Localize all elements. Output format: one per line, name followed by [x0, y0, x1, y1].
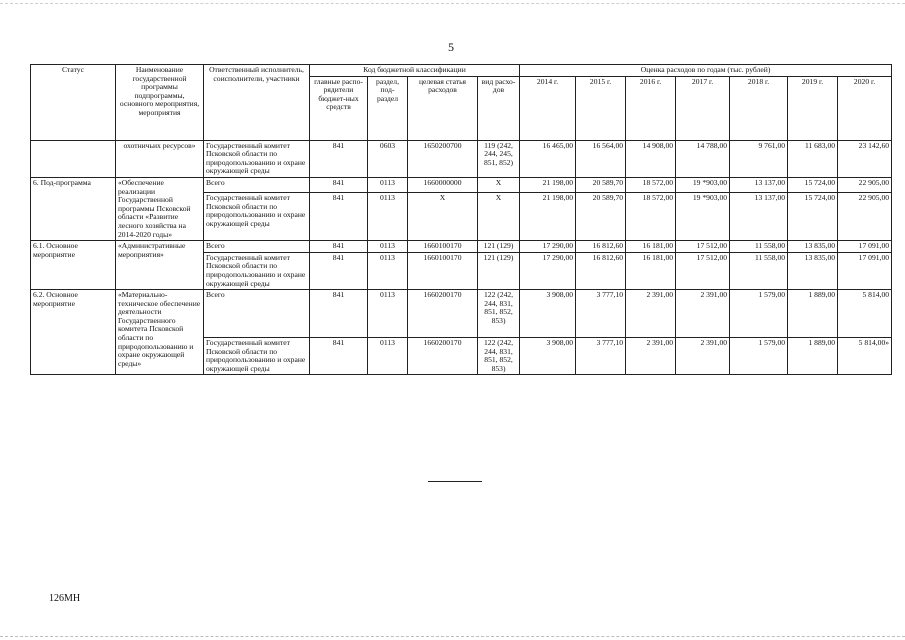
header-row-top [31, 65, 892, 77]
cell-grbs: 841 [310, 290, 368, 338]
cell-rzpr: 0113 [368, 290, 408, 338]
budget-table [30, 64, 892, 375]
cell-csr: 1660100170 [408, 241, 478, 253]
cell-vr: 122 (242, 244, 831, 851, 852, 853) [478, 338, 520, 375]
header-year-2018: 2018 г. [730, 76, 788, 140]
cell-value-2020: 17 091,00 [838, 241, 892, 253]
cell-name: «Материально-техническое обеспечение деятельности Государственного комитета Псковской области по природопользованию и охране окружающей среды» [116, 290, 204, 375]
cell-value-2019: 1 889,00 [788, 290, 838, 338]
cell-value-2019: 13 835,00 [788, 241, 838, 253]
cell-value-2014: 3 908,00 [520, 290, 576, 338]
cell-responsible: Всего [204, 290, 310, 338]
cell-value-2017: 19 *903,00 [676, 192, 730, 240]
header-responsible: Ответственный исполнитель, соисполнители, участники [204, 65, 310, 141]
cell-grbs: 841 [310, 252, 368, 289]
cell-value-2019: 11 683,00 [788, 140, 838, 177]
cell-value-2018: 11 558,00 [730, 241, 788, 253]
header-year-2016: 2016 г. [626, 76, 676, 140]
cell-value-2015: 16 564,00 [576, 140, 626, 177]
cell-value-2014: 21 198,00 [520, 177, 576, 192]
cell-value-2020: 5 814,00» [838, 338, 892, 375]
cell-csr: 1660000000 [408, 177, 478, 192]
header-year-2020: 2020 г. [838, 76, 892, 140]
cell-value-2014: 17 290,00 [520, 241, 576, 253]
cell-name: охотничьих ресурсов» [116, 140, 204, 177]
cell-value-2016: 16 181,00 [626, 241, 676, 253]
cell-value-2016: 2 391,00 [626, 290, 676, 338]
cell-responsible: Государственный комитет Псковской области по природопользованию и охране окружающей среды [204, 192, 310, 240]
header-year-2017: 2017 г. [676, 76, 730, 140]
cell-responsible: Государственный комитет Псковской области по природопользованию и охране окружающей среды [204, 338, 310, 375]
cell-vr: Х [478, 192, 520, 240]
cell-vr: 122 (242, 244, 831, 851, 852, 853) [478, 290, 520, 338]
header-vr: вид расхо-дов [478, 76, 520, 140]
header-year-2019: 2019 г. [788, 76, 838, 140]
cell-value-2020: 22 905,00 [838, 177, 892, 192]
cell-value-2019: 1 889,00 [788, 338, 838, 375]
scan-bottom-edge [0, 636, 905, 637]
table-row [31, 177, 892, 192]
cell-name: «Административные мероприятия» [116, 241, 204, 290]
cell-csr: 1650200700 [408, 140, 478, 177]
table-row [31, 140, 892, 177]
cell-value-2014: 17 290,00 [520, 252, 576, 289]
cell-value-2016: 16 181,00 [626, 252, 676, 289]
header-grbs: главные распо-рядители бюджет-ных средств [310, 76, 368, 140]
cell-value-2016: 18 572,00 [626, 192, 676, 240]
cell-rzpr: 0113 [368, 241, 408, 253]
cell-value-2016: 2 391,00 [626, 338, 676, 375]
cell-value-2017: 17 512,00 [676, 241, 730, 253]
cell-grbs: 841 [310, 140, 368, 177]
table-row [31, 290, 892, 338]
cell-csr: 1660200170 [408, 290, 478, 338]
cell-responsible: Всего [204, 241, 310, 253]
cell-csr: 1660100170 [408, 252, 478, 289]
cell-value-2017: 14 788,00 [676, 140, 730, 177]
cell-grbs: 841 [310, 241, 368, 253]
cell-value-2015: 3 777,10 [576, 290, 626, 338]
cell-grbs: 841 [310, 338, 368, 375]
cell-value-2019: 13 835,00 [788, 252, 838, 289]
cell-csr: Х [408, 192, 478, 240]
header-year-2014: 2014 г. [520, 76, 576, 140]
cell-value-2016: 18 572,00 [626, 177, 676, 192]
cell-status: 6. Под-программа [31, 177, 116, 240]
cell-value-2018: 11 558,00 [730, 252, 788, 289]
cell-responsible: Государственный комитет Псковской области по природопользованию и охране окружающей среды [204, 252, 310, 289]
cell-value-2020: 17 091,00 [838, 252, 892, 289]
cell-grbs: 841 [310, 192, 368, 240]
cell-rzpr: 0113 [368, 177, 408, 192]
cell-value-2018: 1 579,00 [730, 338, 788, 375]
cell-value-2016: 14 908,00 [626, 140, 676, 177]
header-csr: целевая статья расходов [408, 76, 478, 140]
cell-value-2014: 3 908,00 [520, 338, 576, 375]
cell-value-2017: 2 391,00 [676, 290, 730, 338]
cell-value-2015: 20 589,70 [576, 192, 626, 240]
header-rzpr: раздел, под-раздел [368, 76, 408, 140]
cell-responsible: Всего [204, 177, 310, 192]
cell-value-2018: 13 137,00 [730, 192, 788, 240]
cell-vr: 121 (129) [478, 241, 520, 253]
header-status: Статус [31, 65, 116, 141]
cell-value-2018: 1 579,00 [730, 290, 788, 338]
cell-rzpr: 0603 [368, 140, 408, 177]
header-code-group: Код бюджетной классификации [310, 65, 520, 77]
cell-vr: 119 (242, 244, 245, 851, 852) [478, 140, 520, 177]
document-code: 126МН [49, 593, 81, 604]
cell-value-2017: 17 512,00 [676, 252, 730, 289]
cell-value-2020: 5 814,00 [838, 290, 892, 338]
table-row [31, 241, 892, 253]
cell-value-2017: 2 391,00 [676, 338, 730, 375]
cell-rzpr: 0113 [368, 338, 408, 375]
cell-name: «Обеспечение реализации Государственной программы Псковской области «Развитие лесного хозяйства на 2014-2020 годы» [116, 177, 204, 240]
scan-top-edge [0, 3, 905, 4]
cell-rzpr: 0113 [368, 252, 408, 289]
cell-value-2019: 15 724,00 [788, 192, 838, 240]
header-year-2015: 2015 г. [576, 76, 626, 140]
cell-status [31, 140, 116, 177]
cell-csr: 1660200170 [408, 338, 478, 375]
cell-value-2017: 19 *903,00 [676, 177, 730, 192]
cell-value-2020: 23 142,60 [838, 140, 892, 177]
page-number: 5 [448, 40, 454, 54]
cell-status: 6.1. Основное мероприятие [31, 241, 116, 290]
cell-value-2015: 20 589,70 [576, 177, 626, 192]
cell-value-2020: 22 905,00 [838, 192, 892, 240]
cell-vr: Х [478, 177, 520, 192]
cell-grbs: 841 [310, 177, 368, 192]
end-of-document-line [428, 481, 482, 482]
cell-vr: 121 (129) [478, 252, 520, 289]
cell-value-2015: 16 812,60 [576, 252, 626, 289]
header-name: Наименование государственной программы подпрограммы, основного мероприятия, мероприятия [116, 65, 204, 141]
cell-value-2019: 15 724,00 [788, 177, 838, 192]
cell-status: 6.2. Основное мероприятие [31, 290, 116, 375]
cell-value-2014: 16 465,00 [520, 140, 576, 177]
cell-value-2014: 21 198,00 [520, 192, 576, 240]
header-estimate-group: Оценка расходов по годам (тыс. рублей) [520, 65, 892, 77]
cell-rzpr: 0113 [368, 192, 408, 240]
cell-responsible: Государственный комитет Псковской области по природопользованию и охране окружающей среды [204, 140, 310, 177]
cell-value-2015: 16 812,60 [576, 241, 626, 253]
cell-value-2015: 3 777,10 [576, 338, 626, 375]
cell-value-2018: 9 761,00 [730, 140, 788, 177]
cell-value-2018: 13 137,00 [730, 177, 788, 192]
